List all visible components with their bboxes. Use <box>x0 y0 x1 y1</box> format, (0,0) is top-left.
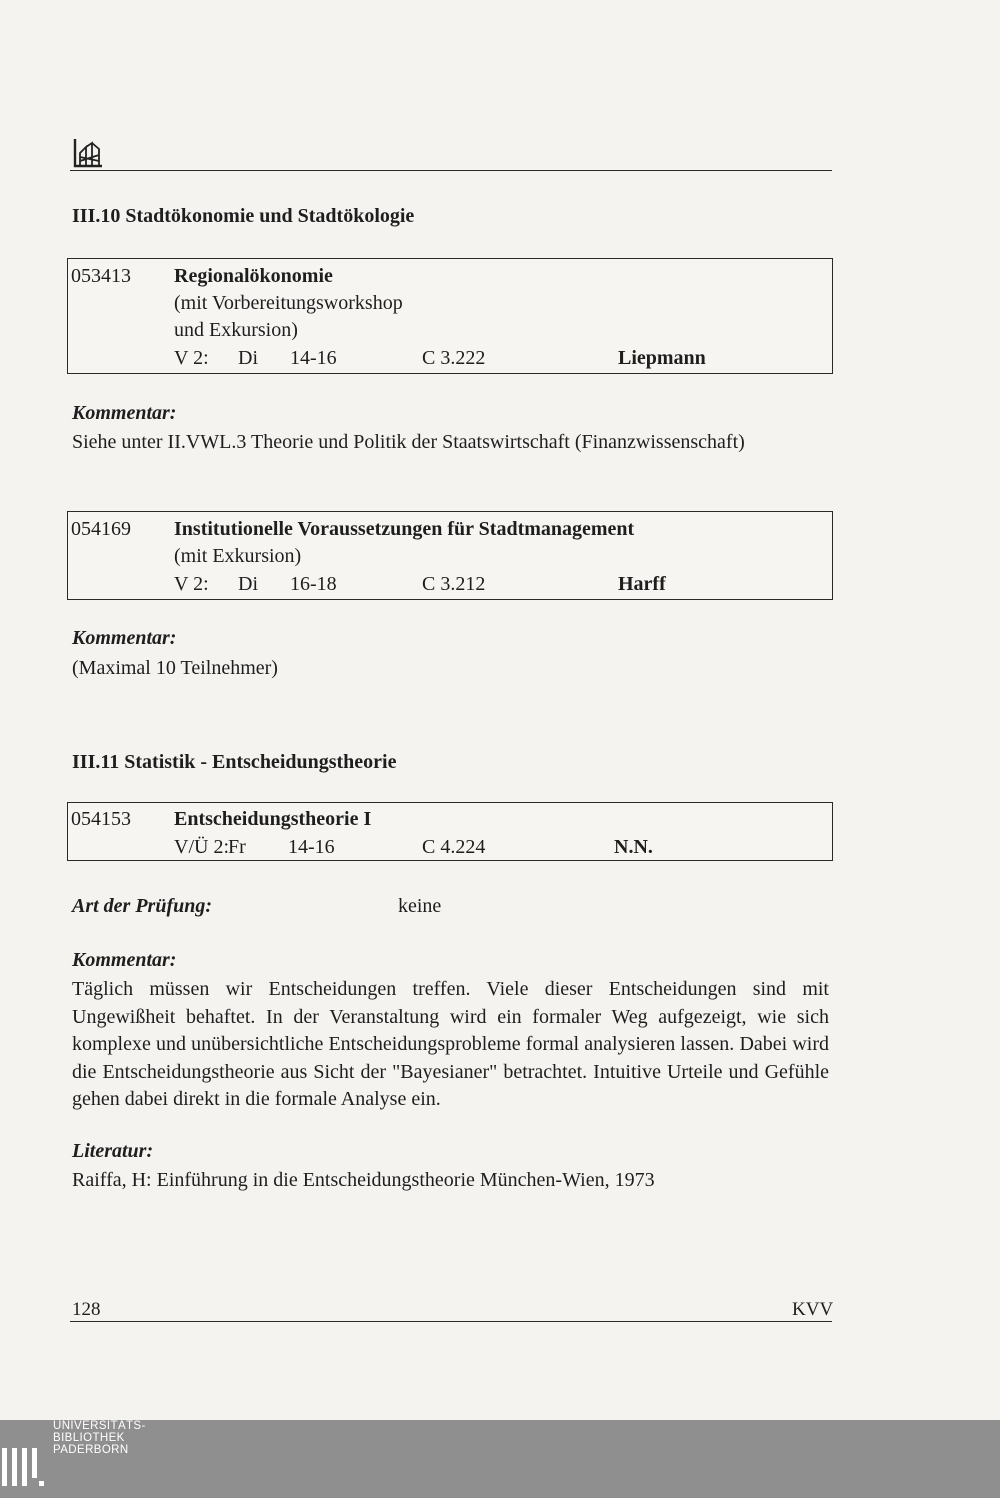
course-title: Regionalökonomie <box>174 265 333 287</box>
library-logo-icon <box>2 1448 46 1486</box>
header-rule <box>70 170 832 171</box>
comment-label: Kommentar: <box>72 949 177 971</box>
schedule-time: 16-18 <box>290 573 337 595</box>
schedule-day: Fr <box>228 836 246 858</box>
course-box-053413 <box>67 258 833 374</box>
course-subtitle-line: (mit Vorbereitungsworkshop <box>174 292 403 314</box>
course-subtitle-line: (mit Exkursion) <box>174 545 302 567</box>
schedule-lecturer: Harff <box>618 573 666 595</box>
schedule-lecturer: Liepmann <box>618 347 706 369</box>
schedule-time: 14-16 <box>290 347 337 369</box>
university-logo-icon <box>72 135 104 169</box>
exam-label: Art der Prüfung: <box>72 895 213 917</box>
comment-label: Kommentar: <box>72 627 177 649</box>
schedule-day: Di <box>238 347 258 369</box>
schedule-room: C 3.212 <box>422 573 486 595</box>
footer-label: KVV <box>792 1299 834 1320</box>
course-id: 054169 <box>71 518 131 540</box>
schedule-type: V 2: <box>174 573 209 595</box>
schedule-room: C 3.222 <box>422 347 486 369</box>
comment-text: Siehe unter II.VWL.3 Theorie und Politik der Staatswirtschaft (Finanzwissenschaft) <box>72 431 745 453</box>
library-name-line: UNIVERSITÄTS- <box>53 1420 146 1432</box>
course-title: Entscheidungstheorie I <box>174 808 372 830</box>
section-heading-stadtoekonomie: III.10 Stadtökonomie und Stadtökologie <box>72 205 415 227</box>
library-name <box>53 1420 146 1456</box>
literature-label: Literatur: <box>72 1140 154 1162</box>
course-id: 054153 <box>71 808 131 830</box>
page-number: 128 <box>72 1299 101 1320</box>
schedule-time: 14-16 <box>288 836 335 858</box>
library-name-line: BIBLIOTHEK <box>53 1432 125 1444</box>
course-id: 053413 <box>71 265 131 287</box>
schedule-room: C 4.224 <box>422 836 486 858</box>
schedule-type: V/Ü 2: <box>174 836 229 858</box>
course-box-054153 <box>67 802 833 861</box>
course-box-054169 <box>67 511 833 600</box>
library-bar <box>0 1420 1000 1498</box>
comment-label: Kommentar: <box>72 402 177 424</box>
schedule-type: V 2: <box>174 347 209 369</box>
course-title: Institutionelle Voraussetzungen für Stadtmanagement <box>174 518 635 540</box>
schedule-day: Di <box>238 573 258 595</box>
footer-rule <box>70 1321 832 1322</box>
schedule-lecturer: N.N. <box>614 836 653 858</box>
course-subtitle-line: und Exkursion) <box>174 319 298 341</box>
library-name-line: PADERBORN <box>53 1444 129 1456</box>
literature-text: Raiffa, H: Einführung in die Entscheidungstheorie München-Wien, 1973 <box>72 1169 655 1191</box>
section-heading-statistik: III.11 Statistik - Entscheidungstheorie <box>72 751 397 773</box>
comment-paragraph: Täglich müssen wir Entscheidungen treffen. Viele dieser Entscheidungen sind mit Ungewißheit behaftet. In der Veranstaltung wird ein formaler Weg aufgezeigt, wie sich komplexe und unübersichtliche Entscheidungsprobleme formal analysieren lassen. Dabei wird die Entscheidungstheorie aus Sicht der "Bayesianer" betrachtet. Intuitive Urteile und Gefühle gehen dabei direkt in die formale Analyse ein. <box>72 978 829 1110</box>
exam-value: keine <box>398 895 442 917</box>
comment-text: (Maximal 10 Teilnehmer) <box>72 657 278 679</box>
